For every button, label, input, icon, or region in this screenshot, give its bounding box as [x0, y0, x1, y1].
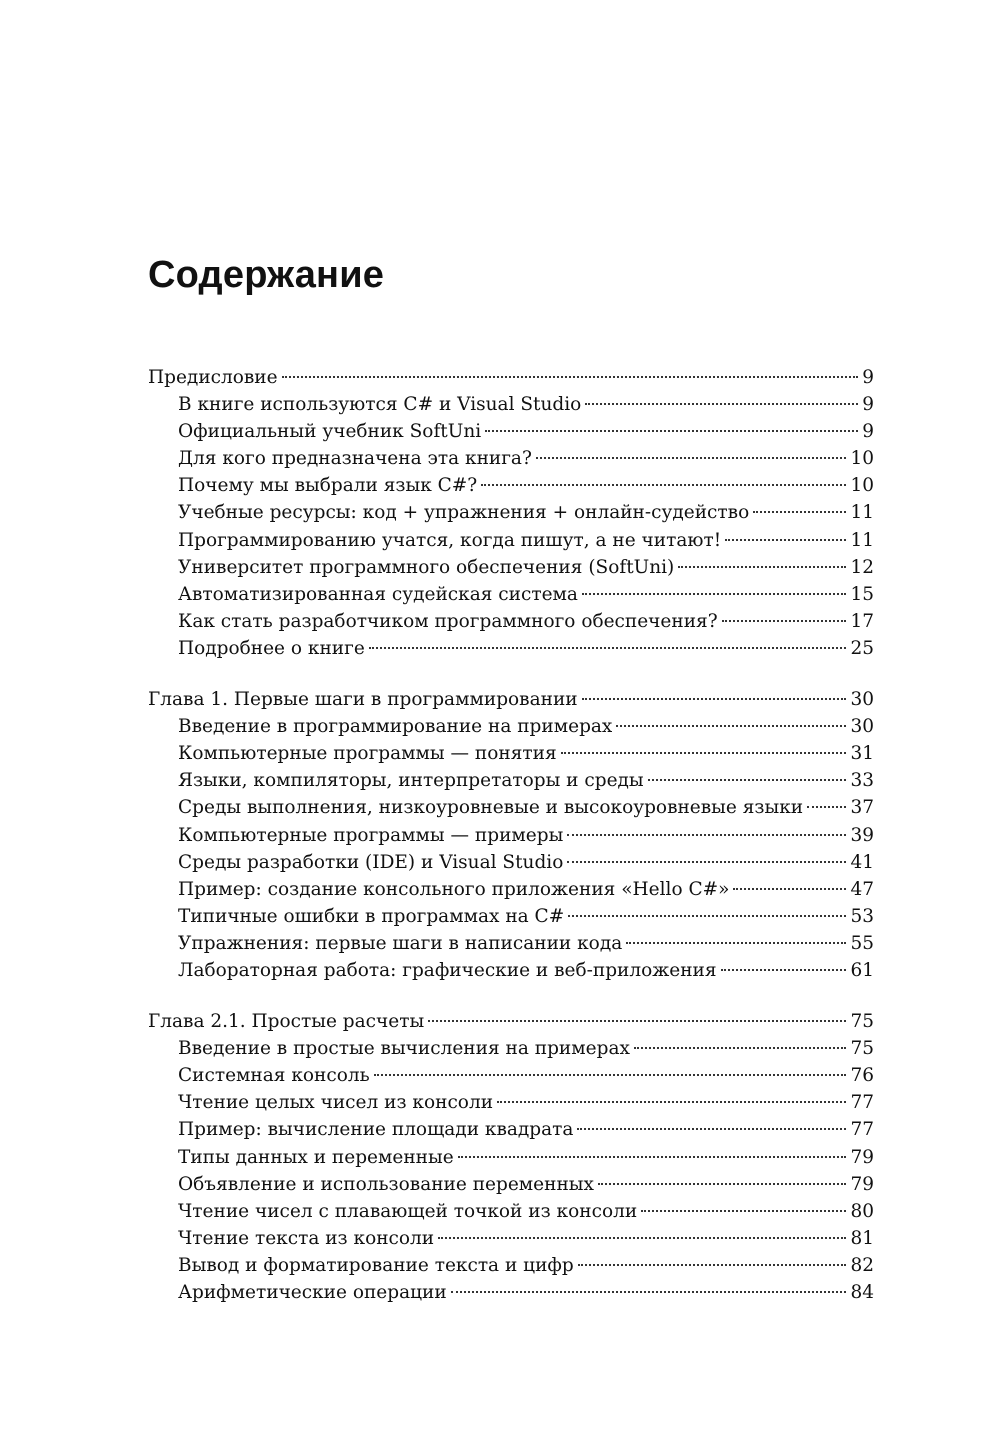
- toc-page-number: 77: [850, 1119, 874, 1141]
- toc-subsection-entry[interactable]: [148, 794, 874, 821]
- toc-page-number: 79: [850, 1173, 874, 1195]
- toc-entry-label: Программированию учатся, когда пишут, а не читают!: [178, 529, 722, 551]
- toc-page-number: 75: [850, 1038, 874, 1060]
- toc-entry-label: Лабораторная работа: графические и веб-приложения: [178, 959, 717, 981]
- toc-page-number: 79: [850, 1146, 874, 1168]
- toc-subsection-entry[interactable]: [148, 1279, 874, 1306]
- toc-subsection-entry[interactable]: [148, 391, 874, 418]
- toc-subsection-entry[interactable]: [148, 581, 874, 608]
- dot-leader: [282, 376, 859, 378]
- toc-page-number: 10: [850, 448, 874, 470]
- toc-subsection-entry[interactable]: [148, 1089, 874, 1116]
- toc-section: [148, 686, 874, 984]
- toc-chapter-entry[interactable]: [148, 364, 874, 391]
- toc-subsection-entry[interactable]: [148, 1116, 874, 1143]
- toc-subsection-entry[interactable]: [148, 554, 874, 581]
- toc-page-number: 9: [862, 421, 874, 443]
- dot-leader: [634, 1047, 847, 1049]
- toc-subsection-entry[interactable]: [148, 767, 874, 794]
- toc-entry-label: Арифметические операции: [178, 1282, 447, 1303]
- toc-entry-label: Вывод и форматирование текста и цифр: [178, 1254, 574, 1276]
- toc-chapter-entry[interactable]: [148, 1008, 874, 1035]
- dot-leader: [485, 430, 858, 432]
- dot-leader: [481, 484, 846, 486]
- toc-subsection-entry[interactable]: [148, 1171, 874, 1198]
- dot-leader: [428, 1020, 846, 1022]
- dot-leader: [678, 566, 846, 568]
- toc-subsection-entry[interactable]: [148, 713, 874, 740]
- toc-entry-label: Учебные ресурсы: код + упражнения + онлайн-судейство: [178, 502, 750, 524]
- toc-entry-label: Подробнее о книге: [178, 637, 365, 659]
- dot-leader: [582, 698, 847, 700]
- dot-leader: [585, 403, 858, 405]
- toc-chapter-entry[interactable]: [148, 686, 874, 713]
- dot-leader: [725, 539, 846, 541]
- toc-page-number: 15: [850, 583, 874, 605]
- toc-entry-label: Упражнения: первые шаги в написании кода: [178, 932, 623, 954]
- toc-subsection-entry[interactable]: [148, 1062, 874, 1089]
- toc-entry-label: Введение в программирование на примерах: [178, 716, 613, 738]
- toc-entry-label: Как стать разработчиком программного обеспечения?: [178, 610, 718, 632]
- toc-page-number: 25: [850, 637, 874, 659]
- dot-leader: [753, 511, 846, 513]
- toc-page-number: 84: [850, 1282, 874, 1303]
- toc-page-number: 37: [850, 797, 874, 819]
- toc-subsection-entry[interactable]: [148, 1225, 874, 1252]
- dot-leader: [497, 1101, 846, 1103]
- toc-entry-label: Университет программного обеспечения (SoftUni): [178, 556, 675, 578]
- toc-subsection-entry[interactable]: [148, 608, 874, 635]
- toc-page-number: 77: [850, 1092, 874, 1114]
- dot-leader: [582, 593, 847, 595]
- toc-entry-label: Предисловие: [148, 367, 278, 388]
- toc-page-number: 33: [850, 770, 874, 792]
- toc-page-number: 81: [850, 1227, 874, 1249]
- toc-entry-label: Системная консоль: [178, 1065, 370, 1087]
- toc-subsection-entry[interactable]: [148, 1035, 874, 1062]
- dot-leader: [722, 620, 847, 622]
- dot-leader: [568, 915, 846, 917]
- toc-section: [148, 1008, 874, 1306]
- toc-subsection-entry[interactable]: [148, 499, 874, 526]
- toc-entry-label: Глава 2.1. Простые расчеты: [148, 1011, 425, 1033]
- toc-page-number: 30: [850, 716, 874, 738]
- toc-page-number: 61: [850, 959, 874, 981]
- dot-leader: [721, 969, 847, 971]
- toc-subsection-entry[interactable]: [148, 740, 874, 767]
- toc-entry-label: Типы данных и переменные: [178, 1146, 454, 1168]
- toc-subsection-entry[interactable]: [148, 418, 874, 445]
- toc-subsection-entry[interactable]: [148, 472, 874, 499]
- dot-leader: [567, 834, 846, 836]
- dot-leader: [578, 1264, 847, 1266]
- toc-page-number: 11: [850, 529, 874, 551]
- toc-section: [148, 364, 874, 662]
- dot-leader: [438, 1237, 846, 1239]
- dot-leader: [567, 861, 846, 863]
- toc-page-number: 47: [850, 878, 874, 900]
- table-of-contents: [148, 364, 874, 1330]
- toc-subsection-entry[interactable]: [148, 1198, 874, 1225]
- dot-leader: [561, 752, 847, 754]
- toc-page-number: 30: [850, 689, 874, 711]
- toc-entry-label: Автоматизированная судейская система: [178, 583, 578, 605]
- toc-entry-label: Почему мы выбрали язык C#?: [178, 475, 478, 497]
- toc-entry-label: Введение в простые вычисления на примерах: [178, 1038, 630, 1060]
- toc-entry-label: Для кого предназначена эта книга?: [178, 448, 532, 470]
- toc-subsection-entry[interactable]: [148, 1252, 874, 1279]
- dot-leader: [648, 779, 847, 781]
- dot-leader: [807, 806, 846, 808]
- toc-page-number: 53: [850, 905, 874, 927]
- toc-entry-label: Пример: вычисление площади квадрата: [178, 1119, 574, 1141]
- toc-subsection-entry[interactable]: [148, 1144, 874, 1171]
- toc-entry-label: Компьютерные программы — понятия: [178, 743, 557, 765]
- dot-leader: [369, 647, 847, 649]
- toc-entry-label: Чтение чисел с плавающей точкой из консоли: [178, 1200, 638, 1222]
- toc-entry-label: В книге используются C# и Visual Studio: [178, 394, 582, 416]
- toc-subsection-entry[interactable]: [148, 957, 874, 984]
- toc-page-number: 80: [850, 1200, 874, 1222]
- toc-subsection-entry[interactable]: [148, 822, 874, 849]
- toc-page-number: 41: [850, 851, 874, 873]
- dot-leader: [626, 942, 846, 944]
- toc-entry-label: Среды разработки (IDE) и Visual Studio: [178, 851, 564, 873]
- toc-page-number: 9: [862, 367, 874, 388]
- toc-page-number: 76: [850, 1065, 874, 1087]
- toc-page-number: 9: [862, 394, 874, 416]
- toc-subsection-entry[interactable]: [148, 876, 874, 903]
- toc-page-number: 55: [850, 932, 874, 954]
- toc-entry-label: Чтение текста из консоли: [178, 1227, 435, 1249]
- toc-entry-label: Объявление и использование переменных: [178, 1173, 594, 1195]
- dot-leader: [451, 1291, 847, 1293]
- toc-entry-label: Глава 1. Первые шаги в программировании: [148, 689, 578, 711]
- dot-leader: [536, 457, 847, 459]
- toc-entry-label: Официальный учебник SoftUni: [178, 421, 482, 443]
- toc-entry-label: Пример: создание консольного приложения «Hello C#»: [178, 878, 730, 900]
- toc-page-number: 11: [850, 502, 874, 524]
- toc-page-number: 10: [850, 475, 874, 497]
- page-title: Содержание: [148, 254, 385, 296]
- toc-page-number: 12: [850, 556, 874, 578]
- toc-page-number: 75: [850, 1011, 874, 1033]
- toc-subsection-entry[interactable]: [148, 930, 874, 957]
- toc-entry-label: Компьютерные программы — примеры: [178, 824, 564, 846]
- toc-entry-label: Среды выполнения, низкоуровневые и высокоуровневые языки: [178, 797, 804, 819]
- dot-leader: [733, 888, 846, 890]
- toc-entry-label: Языки, компиляторы, интерпретаторы и среды: [178, 770, 644, 792]
- toc-subsection-entry[interactable]: [148, 635, 874, 662]
- dot-leader: [374, 1074, 847, 1076]
- dot-leader: [458, 1156, 847, 1158]
- dot-leader: [641, 1210, 846, 1212]
- toc-page-number: 39: [850, 824, 874, 846]
- toc-page-number: 17: [850, 610, 874, 632]
- toc-entry-label: Типичные ошибки в программах на C#: [178, 905, 565, 927]
- toc-subsection-entry[interactable]: [148, 903, 874, 930]
- toc-subsection-entry[interactable]: [148, 445, 874, 472]
- dot-leader: [598, 1183, 847, 1185]
- toc-subsection-entry[interactable]: [148, 849, 874, 876]
- dot-leader: [577, 1128, 846, 1130]
- toc-page-number: 82: [850, 1254, 874, 1276]
- toc-page-number: 31: [850, 743, 874, 765]
- dot-leader: [616, 725, 846, 727]
- toc-subsection-entry[interactable]: [148, 527, 874, 554]
- toc-entry-label: Чтение целых чисел из консоли: [178, 1092, 494, 1114]
